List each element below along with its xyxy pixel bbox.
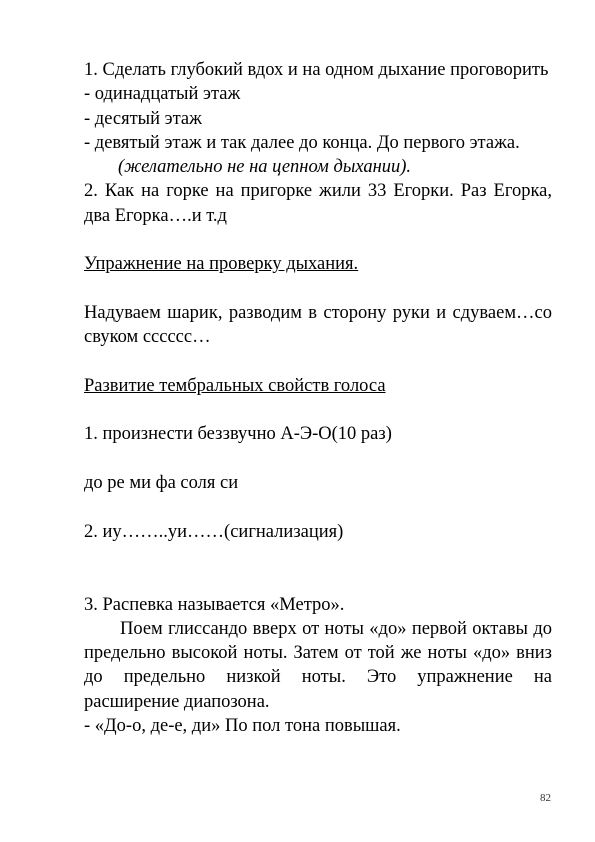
spacer: [84, 495, 552, 519]
timbre-item-1: 1. произнести беззвучно А-Э-О(10 раз): [84, 424, 392, 445]
section-title-breath-check: Упражнение на проверку дыхания.: [84, 254, 359, 275]
list-item: - десятый этаж: [84, 108, 202, 129]
spacer: [84, 277, 552, 301]
section-1-text: Надуваем шарик, разводим в сторону руки и сдуваем…со свуком сссссс…: [84, 302, 552, 348]
spacer: [84, 228, 552, 252]
notes-line: до ре ми фа соля си: [84, 473, 239, 494]
exercise-1-heading: 1. Сделать глубокий вдох и на одном дыхание проговорить: [84, 60, 549, 80]
spacer: [84, 398, 552, 422]
timbre-item-3-last: - «До-о, де-е, ди» По пол тона повышая.: [84, 716, 401, 737]
list-item: - одинадцатый этаж: [84, 84, 241, 105]
exercise-2-text: 2. Как на горке на пригорке жили 33 Егорки. Раз Егорка, два Егорка….и т.д: [84, 181, 552, 226]
italic-note: (желательно не на цепном дыхании).: [118, 157, 412, 178]
spacer: [84, 544, 552, 593]
timbre-item-2: 2. иу……..уи……(сигнализация): [84, 521, 344, 542]
spacer: [84, 447, 552, 471]
list-item: - девятый этаж и так далее до конца. До первого этажа.: [84, 132, 520, 153]
spacer: [84, 350, 552, 374]
timbre-item-3-text: Поем глиссандо вверх от ноты «до» первой октавы до предельно высокой ноты. Затем от той же ноты «до» вниз до предельно низкой ноты. Это упражнение на расширение диапозона.: [84, 618, 552, 712]
document-page: [84, 58, 552, 738]
timbre-item-3-title: 3. Распевка называется «Метро».: [84, 594, 345, 615]
page-number: 82: [540, 792, 551, 804]
section-title-timbre: Развитие тембральных свойств голоса: [84, 375, 386, 396]
